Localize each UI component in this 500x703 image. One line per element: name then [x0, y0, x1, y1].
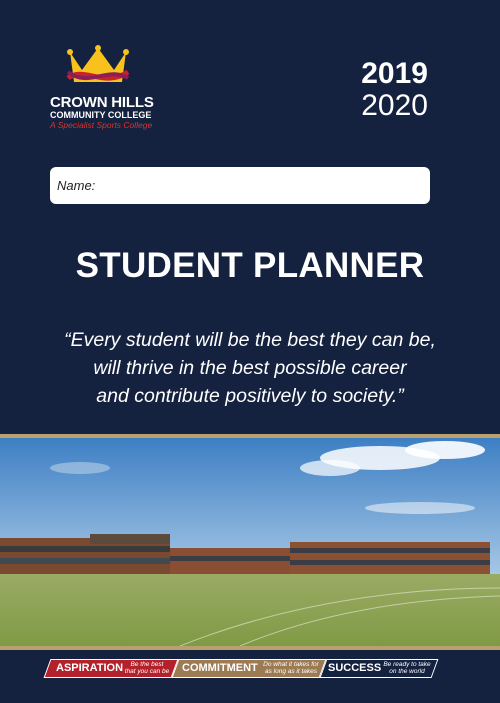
year-start: 2019 [361, 57, 428, 90]
crown-icon [64, 44, 132, 90]
school-tagline: A Specialist Sports College [50, 120, 153, 130]
value-subtext: Be ready to take on the world [383, 661, 431, 675]
value-subtext: Do what it takes for as long as it takes [263, 661, 319, 675]
value-word: COMMITMENT [182, 662, 258, 674]
name-field[interactable] [50, 167, 430, 204]
school-name: CROWN HILLS [50, 94, 154, 111]
page-title: STUDENT PLANNER [75, 246, 425, 285]
quote-line: and contribute positively to society.” [96, 385, 404, 407]
name-field-label: Name: [57, 178, 96, 193]
mission-quote [40, 326, 460, 410]
value-word: ASPIRATION [56, 662, 124, 674]
value-word: SUCCESS [328, 662, 382, 674]
quote-line: “Every student will be the best they can be, [64, 329, 436, 351]
value-badge-aspiration [44, 659, 179, 678]
gold-divider-bottom [0, 646, 500, 650]
school-building-photo [0, 438, 500, 646]
value-badge-success [320, 659, 439, 678]
school-subtitle: COMMUNITY COLLEGE [50, 110, 152, 120]
year-end: 2020 [361, 89, 428, 122]
quote-line: will thrive in the best possible career [93, 357, 407, 379]
value-subtext: Be the best that you can be [124, 661, 170, 675]
school-logo [48, 44, 168, 134]
value-badge-commitment [172, 659, 327, 678]
